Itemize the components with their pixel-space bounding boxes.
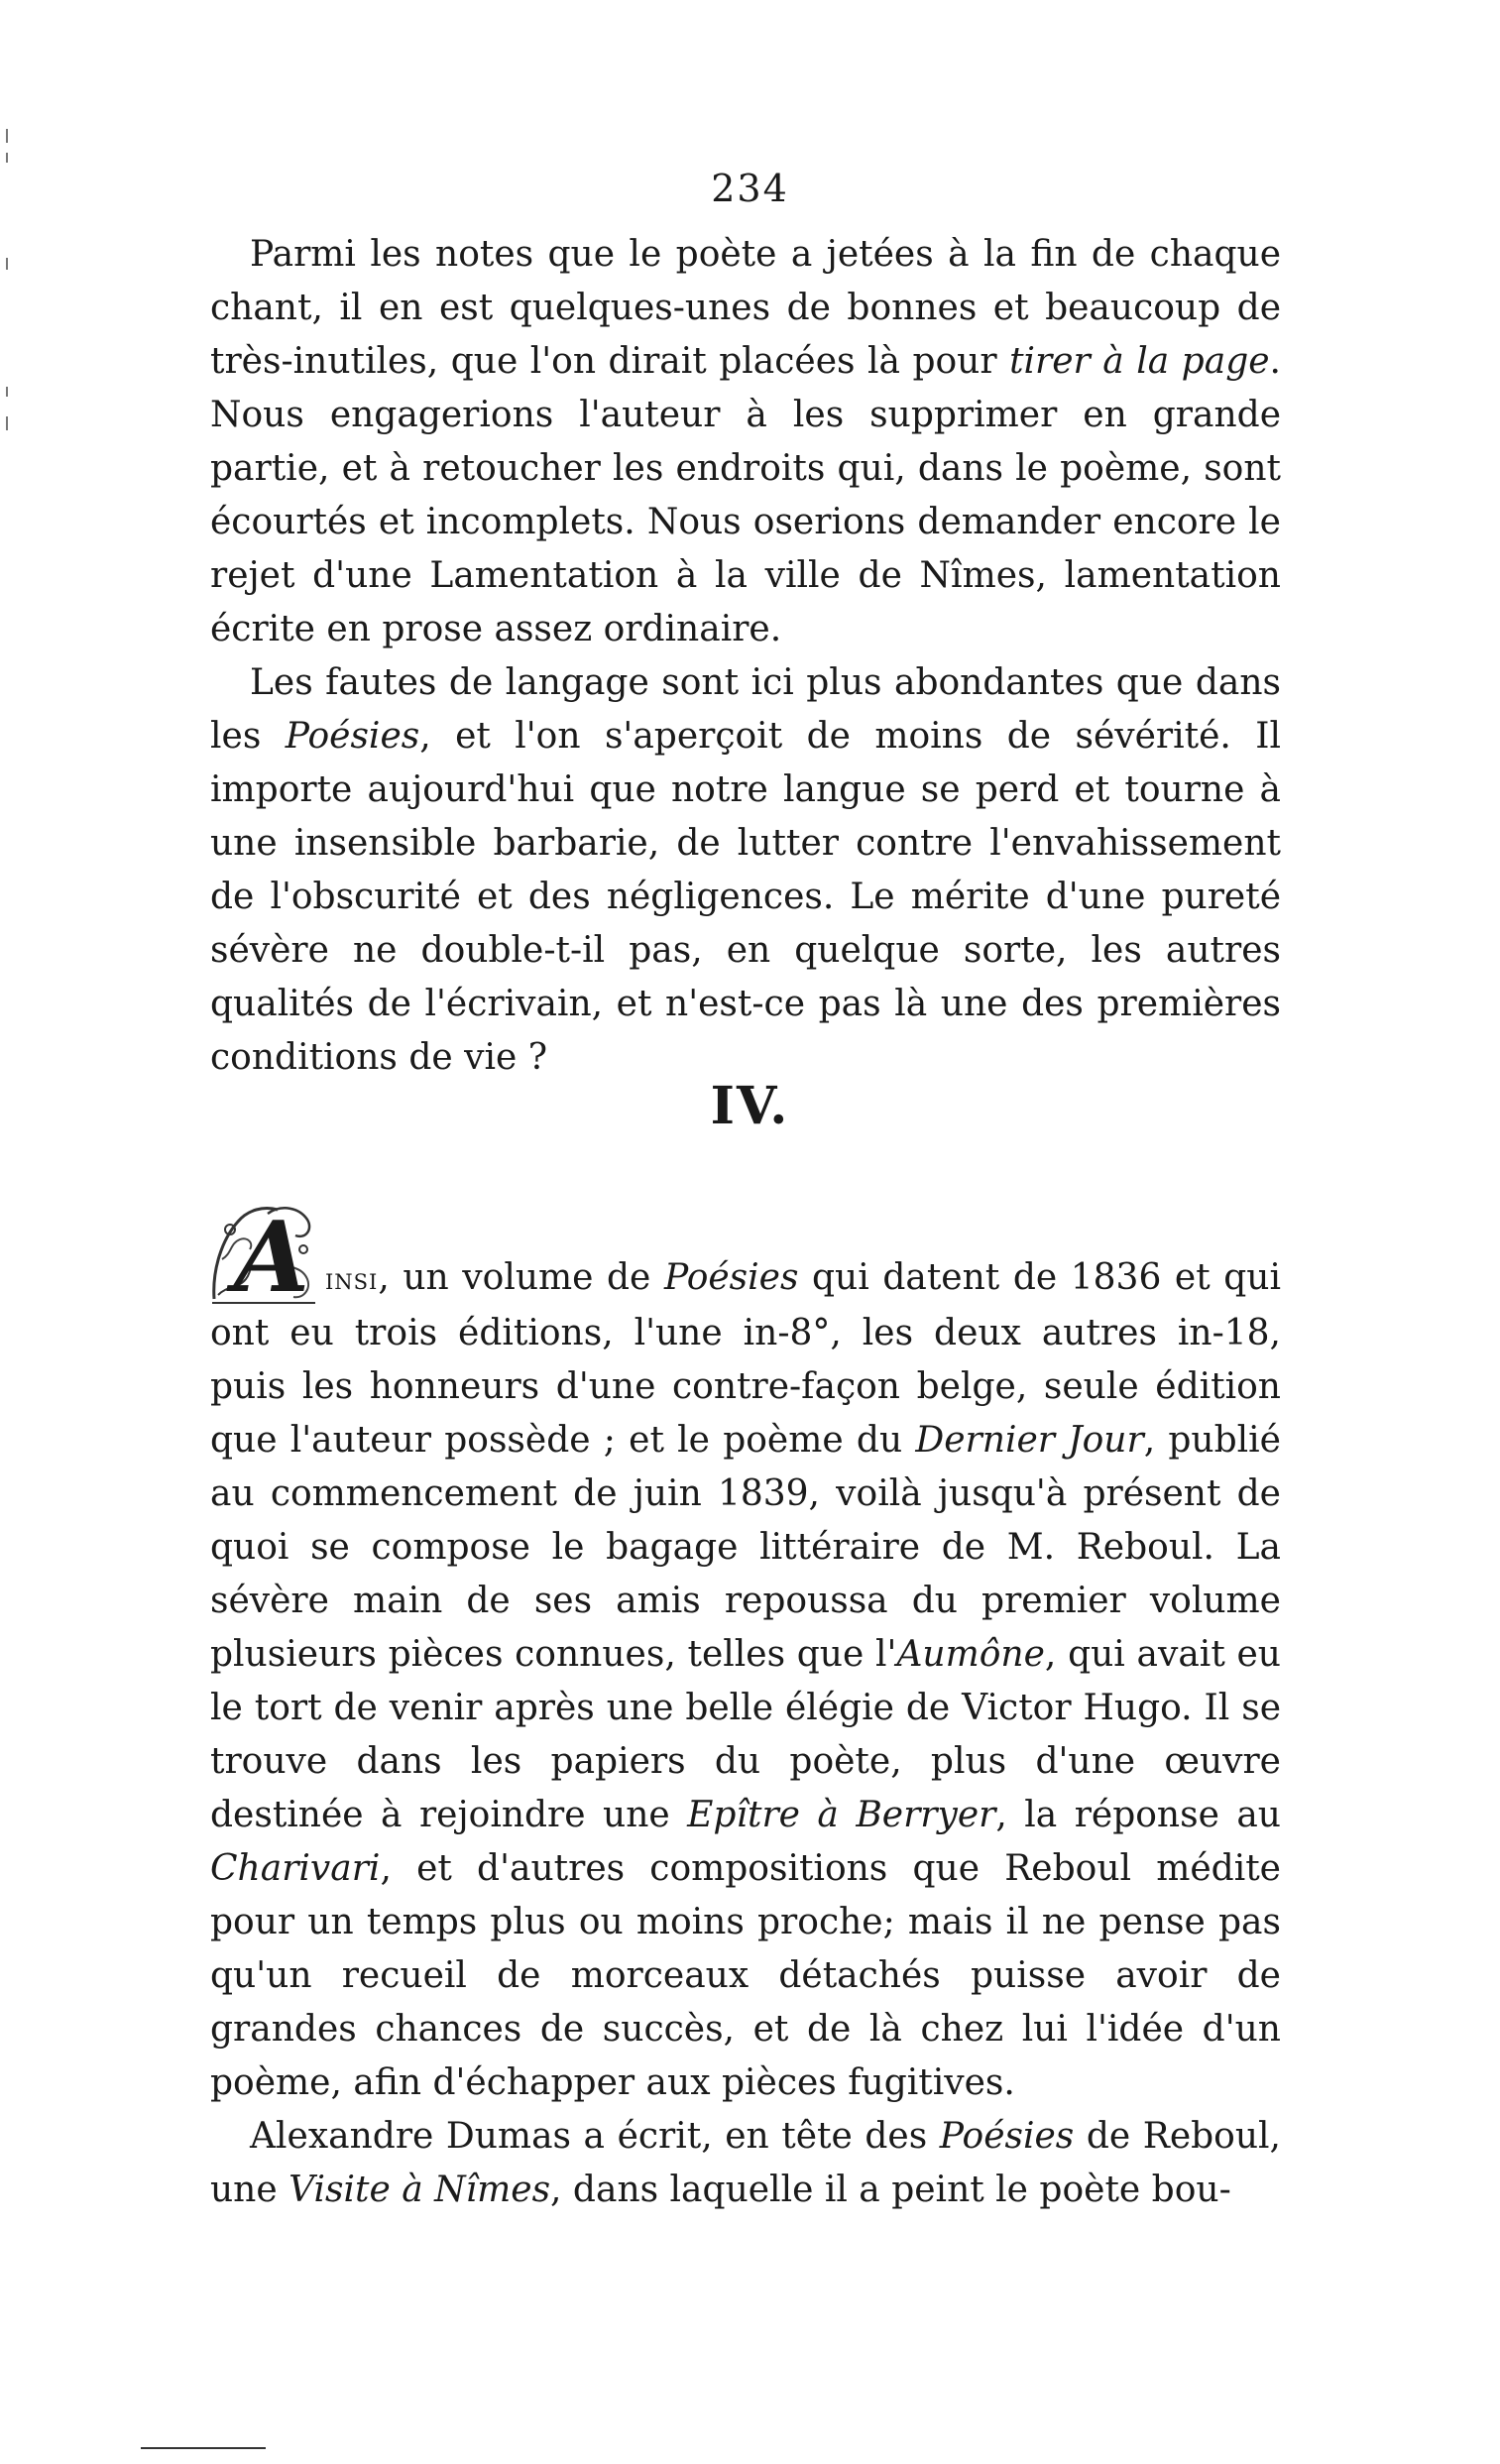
italic-run: Aumône bbox=[896, 1634, 1045, 1675]
text-run: , et l'on s'aperçoit de moins de sévérité. Il importe aujourd'hui que notre langue se perd et tourne à une insensible barbarie, de lutter contre l'envahissement de l'obscurité et des négligences. Le mérite d'une pureté sévère ne double-t-il pas, en quelque sorte, les autres qualités de l'écrivain, et n'est-ce pas là une des premières conditions de vie ? bbox=[210, 716, 1281, 1078]
italic-run: Visite à Nîmes bbox=[288, 2170, 551, 2210]
ornamental-dropcap bbox=[208, 1200, 319, 1315]
italic-run: Poésies bbox=[663, 1257, 799, 1298]
text-run: , qui avait eu le tort de venir après une belle élégie de Victor Hugo. Il se trouve dans les papiers du poète, plus d'une œuvre destinée à rejoindre une bbox=[210, 1634, 1281, 1835]
text-run: , publié au commencement de juin 1839, voilà jusqu'à présent de quoi se compose le bagage littéraire de M. Reboul. La sévère main de ses amis repoussa du premier volume plusieurs pièces connues, telles que l' bbox=[210, 1420, 1281, 1675]
text-run: Alexandre Dumas a écrit, en tête des bbox=[250, 2116, 940, 2157]
text-run: qui datent de 1836 et qui ont eu trois éditions, l'une in-8°, les deux autres in-18, puis les honneurs d'une contre-façon belge, seule édition que l'auteur possède ; et le poème du bbox=[210, 1257, 1281, 1461]
italic-run: tirer à la page bbox=[1009, 341, 1270, 382]
paragraph-notes bbox=[210, 228, 1281, 656]
italic-run: Dernier Jour bbox=[915, 1420, 1144, 1461]
text-run: . Nous engagerions l'auteur à les supprimer en grande partie, et à retoucher les endroits qui, dans le poème, sont écourtés et incomplets. Nous oserions demander encore le rejet d'une Lamentation à la ville de Nîmes, lamentation écrite en prose assez ordinaire. bbox=[210, 341, 1281, 649]
text-run: , un volume de bbox=[378, 1257, 664, 1298]
text-run: , dans laquelle il a peint le poète bou- bbox=[550, 2170, 1231, 2210]
italic-run: Poésies bbox=[285, 716, 420, 757]
paragraph-volume bbox=[210, 1201, 1281, 2110]
dropcap-letter: A bbox=[234, 1201, 310, 1315]
text-run: , et d'autres compositions que Reboul médite pour un temps plus ou moins proche; mais il ne pense pas qu'un recueil de morceaux détachés puisse avoir de grandes chances de succès, et de là chez lui l'idée d'un poème, afin d'échapper aux pièces fugitives. bbox=[210, 1848, 1281, 2103]
italic-run: Charivari bbox=[210, 1848, 381, 1889]
text-run: de Reboul, une bbox=[210, 2116, 1281, 2210]
italic-run: Epître à Berryer bbox=[687, 1795, 996, 1835]
paragraph-language-faults bbox=[210, 656, 1281, 1085]
text-run: , la réponse au bbox=[995, 1795, 1281, 1835]
paragraph-dumas bbox=[210, 2110, 1281, 2217]
text-run: Les fautes de langage sont ici plus abondantes que dans les bbox=[210, 662, 1281, 757]
section-2-text bbox=[210, 1201, 1281, 2217]
italic-run: Poésies bbox=[939, 2116, 1075, 2157]
text-run: Parmi les notes que le poète a jetées à la fin de chaque chant, il en est quelques-unes de bonnes et beaucoup de très-inutiles, que l'on dirait placées là pour bbox=[210, 234, 1281, 382]
smallcaps-run: insi bbox=[325, 1262, 379, 1297]
bottom-rule bbox=[141, 2447, 266, 2449]
page-number: 234 bbox=[711, 167, 789, 210]
section-1-text bbox=[210, 228, 1281, 1085]
section-heading: IV. bbox=[710, 1076, 790, 1136]
